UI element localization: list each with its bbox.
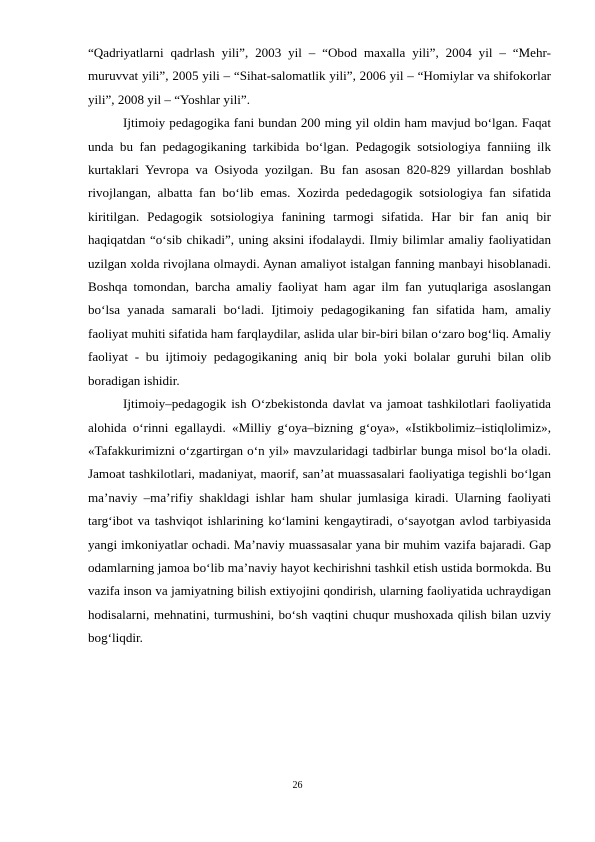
paragraph-year-names: “Qadriyatlarni qadrlash yili”, 2003 yil – “Obod maxalla yili”, 2004 yil – “Mehr-muruvvat yili”, 2005 yili – “Sihat-salomatlik yili”, 2006 yil – “Homiylar va shifokorlar yili”, 2008 yil – “Yoshlar yili”.: [88, 45, 551, 107]
paragraph-social-pedagogical-work: Ijtimoiy–pedagogik ish O‘zbekistonda davlat va jamoat tashkilotlari faoliyatida alohida o‘rinni egallaydi. «Milliy g‘oya–bizning g‘oya», «Istikbolimiz–istiqlolimiz», «Tafakkurimizni o‘zgartirgan o‘n yil» mavzularidagi tadbirlar bunga misol bo‘la oladi. Jamoat tashkilotlari, madaniyat, maorif, san’at muassasalari faoliyatiga tegishli bo‘lgan ma’naviy –ma’rifiy shakldagi ishlar ham shular jumlasiga kiradi. Ularning faoliyati targ‘ibot va tashviqot ishlarining ko‘lamini kengaytiradi, o‘sayotgan avlod tarbiyasida yangi imkoniyatlar ochadi. Ma’naviy muassasalar yana bir muhim vazifa bajaradi. Gap odamlarning jamoa bo‘lib ma’naviy hayot kechirishni tashkil etish ustida bormokda. Bu vazifa inson va jamiyatning bilish extiyojini qondirish, ularning faoliyatida uchraydigan hodisalarni, mehnatini, turmushini, bo‘sh vaqtini chuqur mushoxada qilish bilan uzviy bog‘liqdir.: [88, 396, 551, 646]
page-number: 26: [292, 780, 303, 791]
document-body: [88, 41, 551, 650]
paragraph-social-pedagogy-history: Ijtimoiy pedagogika fani bundan 200 ming yil oldin ham mavjud bo‘lgan. Faqat unda bu fan pedagogikaning tarkibida bo‘lgan. Pedagogik sotsiologiya fanniing ilk kurtaklari Yevropa va Osiyoda yozilgan. Bu fan asosan 820-829 yillardan boshlab rivojlangan, albatta fan bo‘lib emas. Xozirda pededagogik sotsiologiya fan sifatida kiritilgan. Pedagogik sotsiologiya fanining tarmogi sifatida. Har bir fan aniq bir haqiqatdan “o‘sib chikadi”, uning aksini ifodalaydi. Ilmiy bilimlar amaliy faoliyatidan uzilgan xolda rivojlana olmaydi. Aynan amaliyot istalgan fanning manbayi hisoblanadi. Boshqa tomondan, barcha amaliy faoliyat ham agar ilm fan yutuqlariga asoslangan bo‘lsa yanada samarali bo‘ladi. Ijtimoiy pedagogikaning fan sifatida ham, amaliy faoliyat muhiti sifatida ham farqlaydilar, aslida ular bir-biri bilan o‘zaro bog‘liq. Amaliy faoliyat - bu ijtimoiy pedagogikaning aniq bir bola yoki bolalar guruhi bilan olib boradigan ishidir.: [88, 115, 551, 388]
